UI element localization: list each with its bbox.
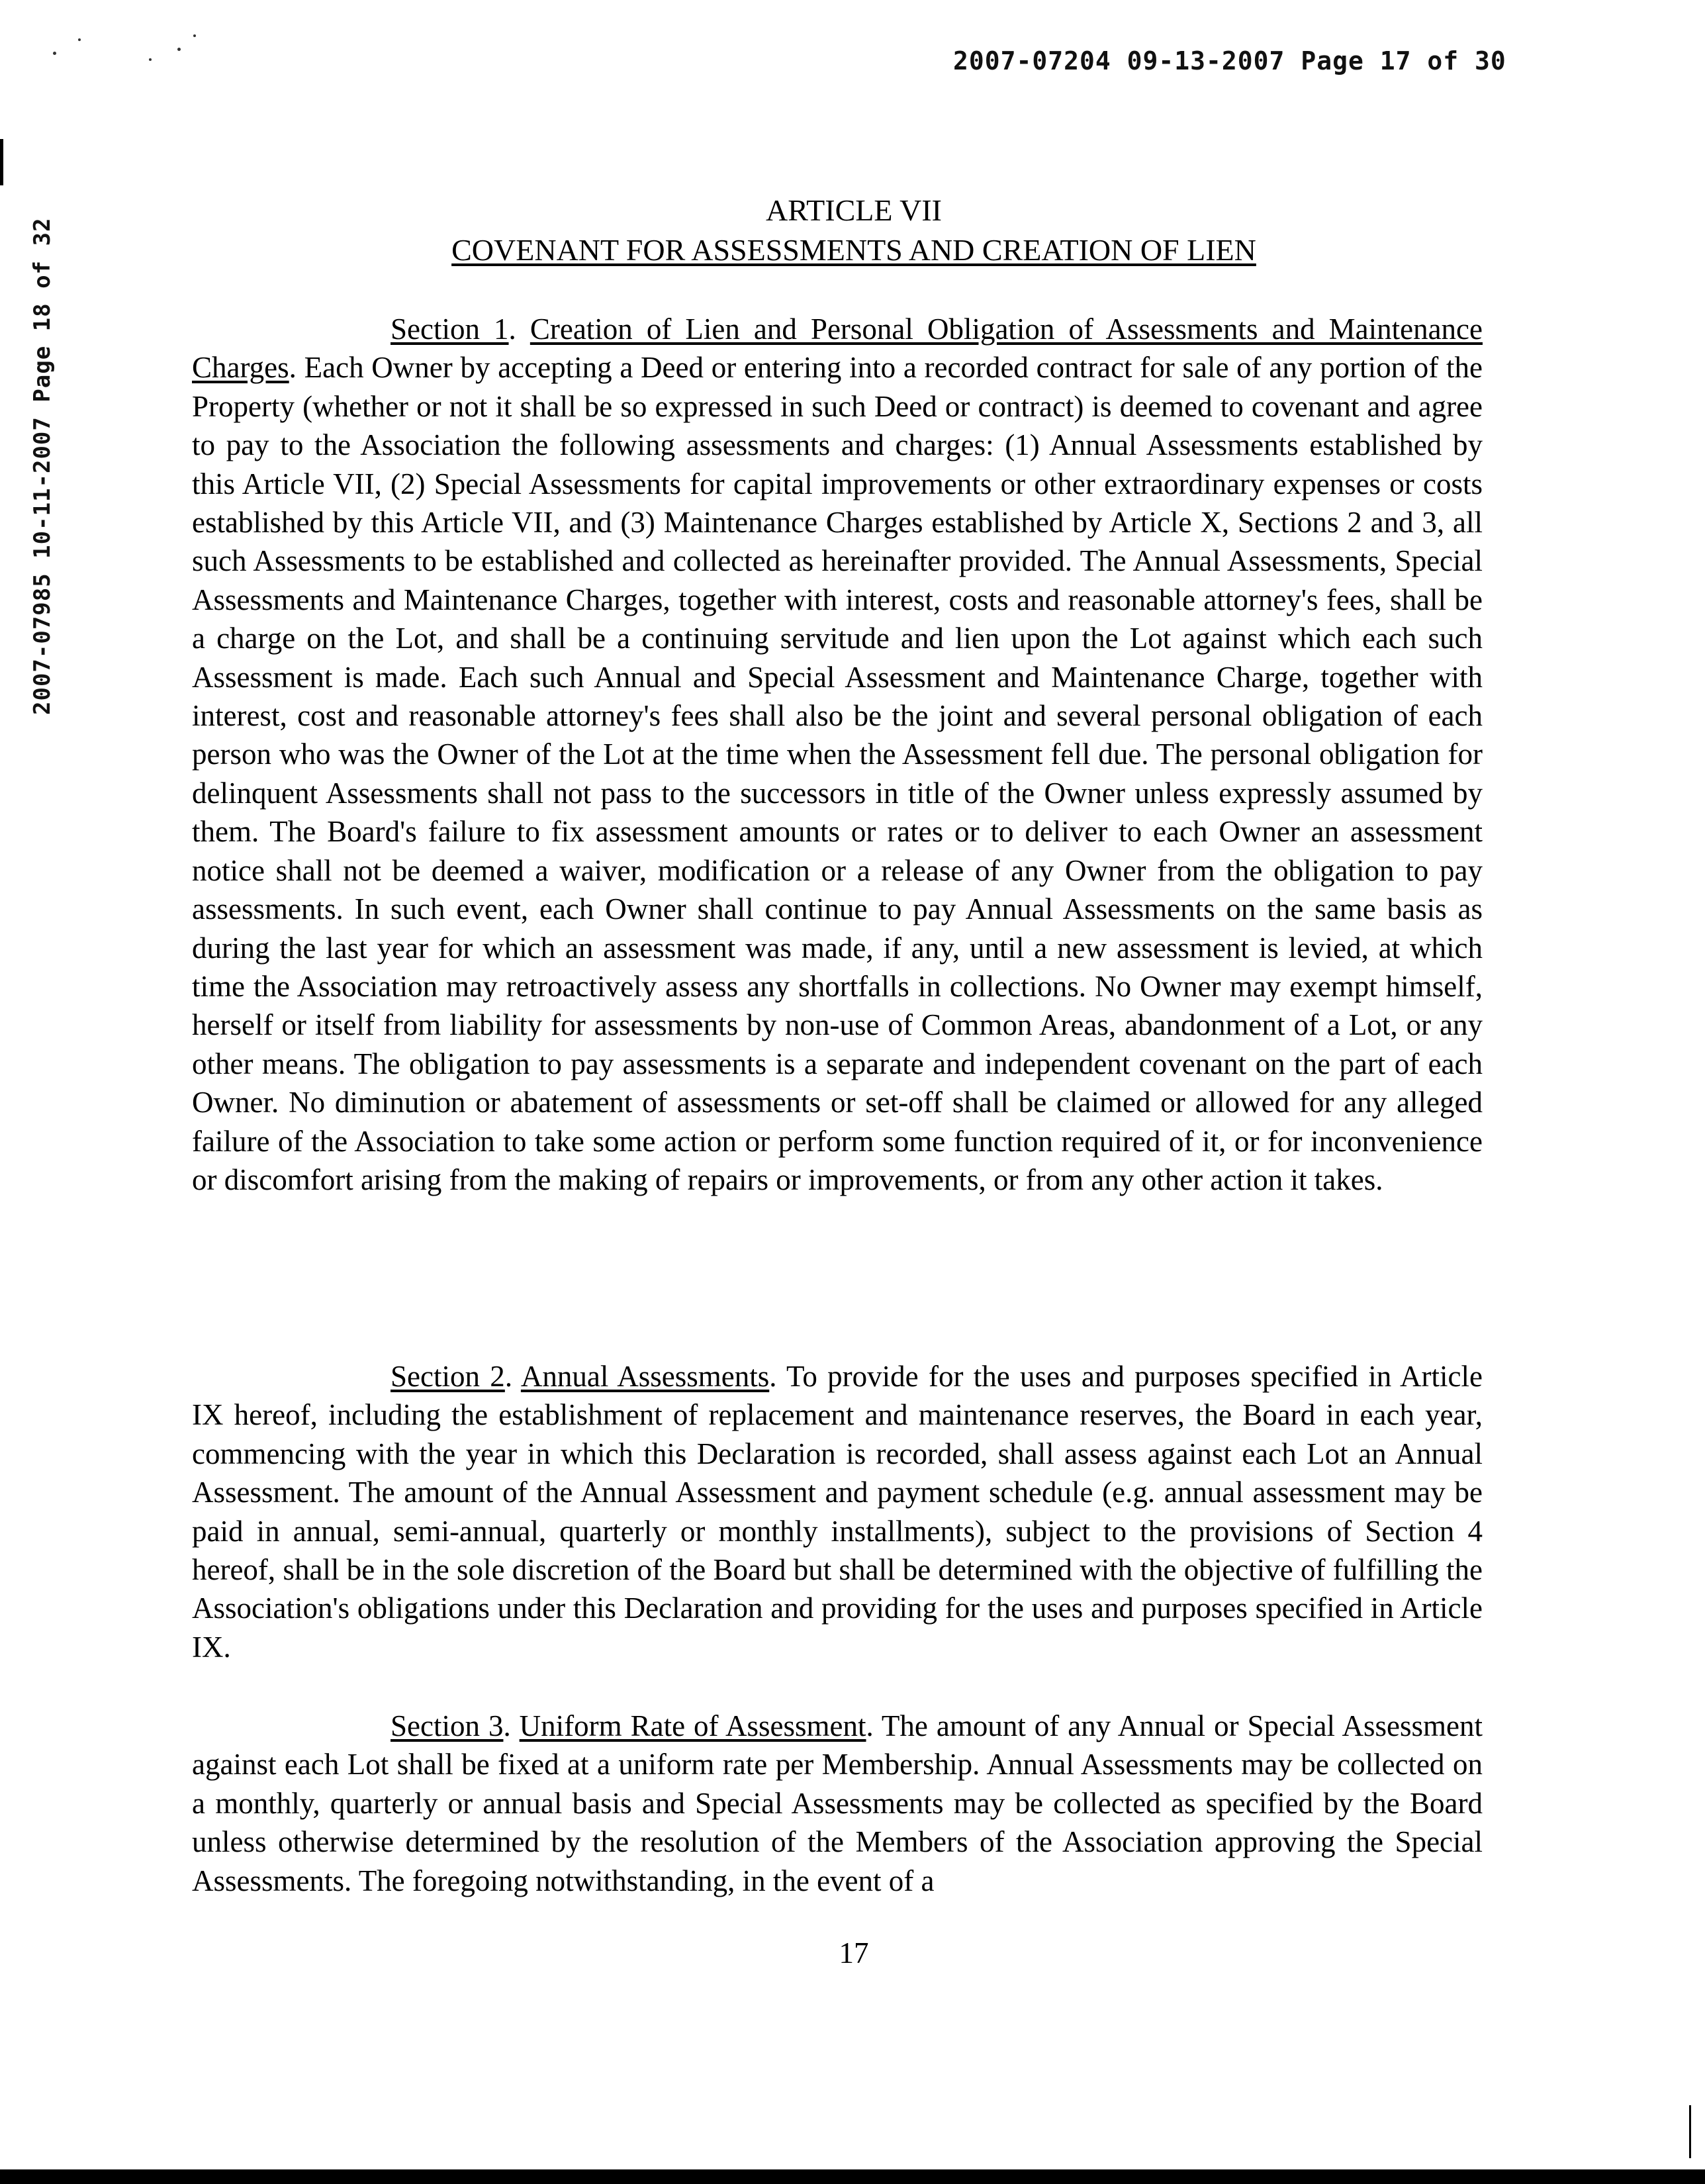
section-heading: Creation of Lien and Personal Obligation of Assessments and Maintenance Charges xyxy=(192,312,1483,385)
scan-bottom-border xyxy=(0,2169,1705,2184)
scan-speck xyxy=(149,58,152,61)
page-number: 17 xyxy=(839,1936,869,1970)
scan-speck xyxy=(53,52,56,55)
article-title-text: COVENANT FOR ASSESSMENTS AND CREATION OF LIEN xyxy=(451,233,1256,267)
side-recording-stamp: 2007-07985 10-11-2007 Page 18 of 32 xyxy=(29,217,56,715)
section-body: The amount of any Annual or Special Assessment against each Lot shall be fixed at a uniform rate per Membership. Annual Assessments may be collected on a monthly, quarterly or annual basis and Special Assessments may be collected as specified by the Board unless otherwise determined by the resolution of the Members of the Association approving the Special Assessments. The foregoing notwithstanding, in the event of a xyxy=(192,1709,1483,1897)
scan-speck xyxy=(193,34,196,37)
article-heading xyxy=(192,191,1516,270)
section-label: Section 1 xyxy=(391,312,509,346)
scan-speck xyxy=(177,48,181,51)
section-label: Section 2 xyxy=(391,1360,505,1393)
section-heading: Uniform Rate of Assessment xyxy=(519,1709,866,1742)
section-body: To provide for the uses and purposes specified in Article IX hereof, including the establishment of replacement and maintenance reserves, the Board in each year, commencing with the year in which this Declaration is recorded, shall assess against each Lot an Annual Assessment. The amount of the Annual Assessment and payment schedule (e.g. annual assessment may be paid in annual, semi-annual, quarterly or monthly installments), subject to the provisions of Section 4 hereof, shall be in the sole discretion of the Board but shall be determined with the objective of fulfilling the Association's obligations under this Declaration and providing for the uses and purposes specified in Article IX. xyxy=(192,1360,1483,1664)
article-number: ARTICLE VII xyxy=(766,193,942,227)
section-1: Section 1. Creation of Lien and Personal Obligation of Assessments and Maintenance Charges. Each Owner by accepting a Deed or entering into a recorded contract for sale of any portion of the Property (whether or not it shall be so expressed in such Deed or contract) is deemed to covenant and agree to pay to the Association the following assessments and charges: (1) Annual Assessments established by this Article VII, (2) Special Assessments for capital improvements or other extraordinary expenses or costs established by this Article VII, and (3) Maintenance Charges established by Article X, Sections 2 and 3, all such Assessments to be established and collected as hereinafter provided. The Annual Assessments, Special Assessments and Maintenance Charges, together with interest, costs and reasonable attorney's fees, shall be a charge on the Lot, and shall be a continuing servitude and lien upon the Lot against which each such Assessment is made. Each such Annual and Special Assessment and Maintenance Charge, together with interest, cost and reasonable attorney's fees shall also be the joint and several personal obligation of each person who was the Owner of the Lot at the time when the Assessment fell due. The personal obligation for delinquent Assessments shall not pass to the successors in title of the Owner unless expressly assumed by them. The Board's failure to fix assessment amounts or rates or to deliver to each Owner an assessment notice shall not be deemed a waiver, modification or a release of any Owner from the obligation to pay assessments. In such event, each Owner shall continue to pay Annual Assessments on the same basis as during the last year for which an assessment was made, if any, until a new assessment is levied, at which time the Association may retroactively assess any shortfalls in collections. No Owner may exempt himself, herself or itself from liability for assessments by non-use of Common Areas, abandonment of a Lot, or any other means. The obligation to pay assessments is a separate and independent covenant on the part of each Owner. No diminution or abatement of assessments or set-off shall be claimed or allowed for any alleged failure of the Association to take some action or perform some function required of it, or for inconvenience or discomfort arising from the making of repairs or improvements, or from any other action it takes. xyxy=(192,312,1483,1196)
section-heading: Annual Assessments xyxy=(520,1360,770,1393)
section-body: Each Owner by accepting a Deed or entering into a recorded contract for sale of any portion of the Property (whether or not it shall be so expressed in such Deed or contract) is deemed to covenant and agree to pay to the Association the following assessments and charges: (1) Annual Assessments established by this Article VII, (2) Special Assessments for capital improvements or other extraordinary expenses or costs established by this Article VII, and (3) Maintenance Charges established by Article X, Sections 2 and 3, all such Assessments to be established and collected as hereinafter provided. The Annual Assessments, Special Assessments and Maintenance Charges, together with interest, costs and reasonable attorney's fees, shall be a charge on the Lot, and shall be a continuing servitude and lien upon the Lot against which each such Assessment is made. Each such Annual and Special Assessment and Maintenance Charge, together with interest, cost and reasonable attorney's fees shall also be the joint and several personal obligation of each person who was the Owner of the Lot at the time when the Assessment fell due. The personal obligation for delinquent Assessments shall not pass to the successors in title of the Owner unless expressly assumed by them. The Board's failure to fix assessment amounts or rates or to deliver to each Owner an assessment notice shall not be deemed a waiver, modification or a release of any Owner from the obligation to pay assessments. In such event, each Owner shall continue to pay Annual Assessments on the same basis as during the last year for which an assessment was made, if any, until a new assessment is levied, at which time the Association may retroactively assess any shortfalls in collections. No Owner may exempt himself, herself or itself from liability for assessments by non-use of Common Areas, abandonment of a Lot, or any other means. The obligation to pay assessments is a separate and independent covenant on the part of each Owner. No diminution or abatement of assessments or set-off shall be claimed or allowed for any alleged failure of the Association to take some action or perform some function required of it, or for inconvenience or discomfort arising from the making of repairs or improvements, or from any other action it takes. xyxy=(192,351,1483,1196)
section-3: Section 3. Uniform Rate of Assessment. The amount of any Annual or Special Assessment against each Lot shall be fixed at a uniform rate per Membership. Annual Assessments may be collected on a monthly, quarterly or annual basis and Special Assessments may be collected as specified by the Board unless otherwise determined by the resolution of the Members of the Association approving the Special Assessments. The foregoing notwithstanding, in the event of a xyxy=(192,1709,1483,1897)
article-title xyxy=(192,230,1516,270)
section-label: Section 3 xyxy=(391,1709,504,1742)
scan-edge-mark xyxy=(0,139,3,185)
scan-edge-mark xyxy=(1689,2105,1691,2158)
scan-speck xyxy=(78,38,81,41)
section-2: Section 2. Annual Assessments. To provide for the uses and purposes specified in Article IX hereof, including the establishment of replacement and maintenance reserves, the Board in each year, commencing with the year in which this Declaration is recorded, shall assess against each Lot an Annual Assessment. The amount of the Annual Assessment and payment schedule (e.g. annual assessment may be paid in annual, semi-annual, quarterly or monthly installments), subject to the provisions of Section 4 hereof, shall be in the sole discretion of the Board but shall be determined with the objective of fulfilling the Association's obligations under this Declaration and providing for the uses and purposes specified in Article IX. xyxy=(192,1360,1483,1664)
recording-stamp: 2007-07204 09-13-2007 Page 17 of 30 xyxy=(953,46,1506,75)
